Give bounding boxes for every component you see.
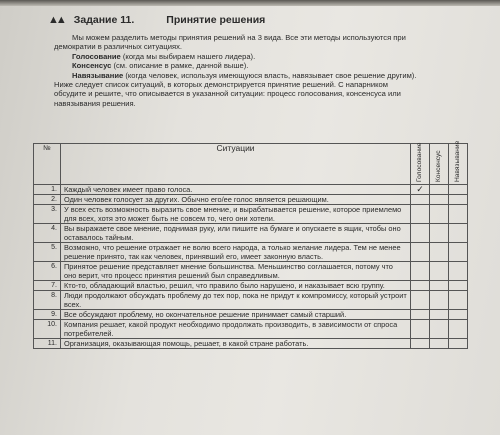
row-number: 7.	[34, 281, 61, 291]
situation-text: Организация, оказывающая помощь, решает, в какой стране работать.	[61, 339, 411, 349]
method-desc: (когда человек, используя имеющуюся власть, навязывает свое решение другим).	[123, 70, 417, 80]
imposition-cell[interactable]	[449, 185, 468, 195]
header-imposition	[449, 140, 468, 185]
header-imposition-label: Навязывание	[454, 140, 461, 182]
voting-cell[interactable]	[411, 205, 430, 224]
voting-cell[interactable]	[411, 339, 430, 349]
table-row	[34, 320, 468, 339]
voting-cell[interactable]	[411, 262, 430, 281]
consensus-cell[interactable]	[430, 281, 449, 291]
voting-cell[interactable]	[411, 291, 430, 310]
table-row	[34, 281, 468, 291]
header-consensus-label: Консенсус	[435, 150, 442, 182]
table-row	[34, 262, 468, 281]
task-line: обсудите и решите, что описывается в указанной ситуации: процесс голосования, консенсуса или	[54, 89, 401, 99]
task-header	[48, 14, 265, 26]
consensus-cell[interactable]	[430, 195, 449, 205]
header-voting	[411, 144, 430, 185]
row-number: 1.	[34, 185, 61, 195]
intro-line: демократии в различных ситуациях.	[54, 42, 183, 52]
consensus-cell[interactable]	[430, 262, 449, 281]
table-row	[34, 224, 468, 243]
situation-text: Каждый человек имеет право голоса.	[61, 185, 411, 195]
method-desc: (см. описание в рамке, данной выше).	[111, 61, 249, 71]
imposition-cell[interactable]	[449, 310, 468, 320]
voting-cell[interactable]	[411, 195, 430, 205]
intro-text	[54, 33, 464, 108]
method-desc: (когда мы выбираем нашего лидера).	[120, 51, 256, 61]
task-number: Задание 11.	[73, 14, 135, 26]
page-edge-shadow	[0, 0, 500, 6]
table-row	[34, 205, 468, 224]
consensus-cell[interactable]	[430, 224, 449, 243]
consensus-cell[interactable]	[430, 339, 449, 349]
situation-text: Один человек голосует за других. Обычно его/ее голос является решающим.	[61, 195, 411, 205]
voting-cell[interactable]	[411, 224, 430, 243]
intro-line: Мы можем разделить методы принятия решений на 3 вида. Все эти методы используются при	[72, 33, 406, 42]
row-number: 8.	[34, 291, 61, 310]
table-header-row	[34, 144, 468, 185]
table-row	[34, 195, 468, 205]
voting-cell[interactable]: ✓	[411, 185, 430, 195]
voting-cell[interactable]	[411, 320, 430, 339]
situation-text: Вы выражаете свое мнение, поднимая руку, или пишите на бумаге и опускаете в ящик, чтобы оно оставалось тайным.	[61, 224, 411, 243]
imposition-cell[interactable]	[449, 243, 468, 262]
row-number: 2.	[34, 195, 61, 205]
row-number: 10.	[34, 320, 61, 339]
row-number: 4.	[34, 224, 61, 243]
method-consensus	[54, 61, 464, 70]
task-line: навязывания решения.	[54, 98, 136, 108]
consensus-cell[interactable]	[430, 243, 449, 262]
task-title: Принятие решения	[166, 14, 266, 26]
method-name: Консенсус	[72, 61, 112, 71]
imposition-cell[interactable]	[449, 205, 468, 224]
method-imposition	[54, 71, 464, 80]
header-situations: Ситуации	[61, 144, 411, 185]
row-number: 6.	[34, 262, 61, 281]
consensus-cell[interactable]	[430, 291, 449, 310]
consensus-cell[interactable]	[430, 320, 449, 339]
row-number: 11.	[34, 339, 61, 349]
imposition-cell[interactable]	[449, 195, 468, 205]
footsteps-icon: ▲▲	[48, 14, 64, 26]
situation-text: Компания решает, какой продукт необходимо продолжать производить, в зависимости от спроса потребителей.	[61, 320, 411, 339]
situations-table	[33, 140, 468, 349]
imposition-cell[interactable]	[449, 281, 468, 291]
table-row	[34, 291, 468, 310]
row-number: 5.	[34, 243, 61, 262]
header-number: №	[34, 144, 61, 185]
imposition-cell[interactable]	[449, 339, 468, 349]
situation-text: Кто-то, обладающий властью, решил, что правило было нарушено, и наказывает всю группу.	[61, 281, 411, 291]
task-line: Ниже следует список ситуаций, в которых демонстрируется принятие решений. С напарником	[54, 80, 388, 90]
method-name: Навязывание	[72, 70, 124, 80]
header-consensus	[430, 144, 449, 185]
consensus-cell[interactable]	[430, 185, 449, 195]
situation-text: У всех есть возможность выразить свое мнение, и вырабатывается решение, которое приемлемо для всех, хотя это может быть не совсем то, чего они хотели.	[61, 205, 411, 224]
imposition-cell[interactable]	[449, 291, 468, 310]
imposition-cell[interactable]	[449, 262, 468, 281]
imposition-cell[interactable]	[449, 320, 468, 339]
table-row	[34, 185, 468, 195]
situation-text: Люди продолжают обсуждать проблему до тех пор, пока не придут к компромиссу, который устроит всех.	[61, 291, 411, 310]
consensus-cell[interactable]	[430, 310, 449, 320]
situation-text: Принятое решение представляет мнение большинства. Меньшинство соглашается, потому что оно верит, что процесс принятия решений был справедливым.	[61, 262, 411, 281]
method-name: Голосование	[72, 51, 121, 61]
method-voting	[54, 52, 464, 61]
voting-cell[interactable]	[411, 310, 430, 320]
table-row	[34, 310, 468, 320]
table-row	[34, 339, 468, 349]
row-number: 3.	[34, 205, 61, 224]
table-row	[34, 243, 468, 262]
row-number: 9.	[34, 310, 61, 320]
consensus-cell[interactable]	[430, 205, 449, 224]
situation-text: Все обсуждают проблему, но окончательное решение принимает самый старший.	[61, 310, 411, 320]
voting-cell[interactable]	[411, 281, 430, 291]
header-voting-label: Голосование	[416, 142, 423, 182]
voting-cell[interactable]	[411, 243, 430, 262]
situation-text: Возможно, что решение отражает не волю всего народа, а только желание лидера. Тем не менее решение принято, так как человек, принявший его, имеет законную власть.	[61, 243, 411, 262]
imposition-cell[interactable]	[449, 224, 468, 243]
